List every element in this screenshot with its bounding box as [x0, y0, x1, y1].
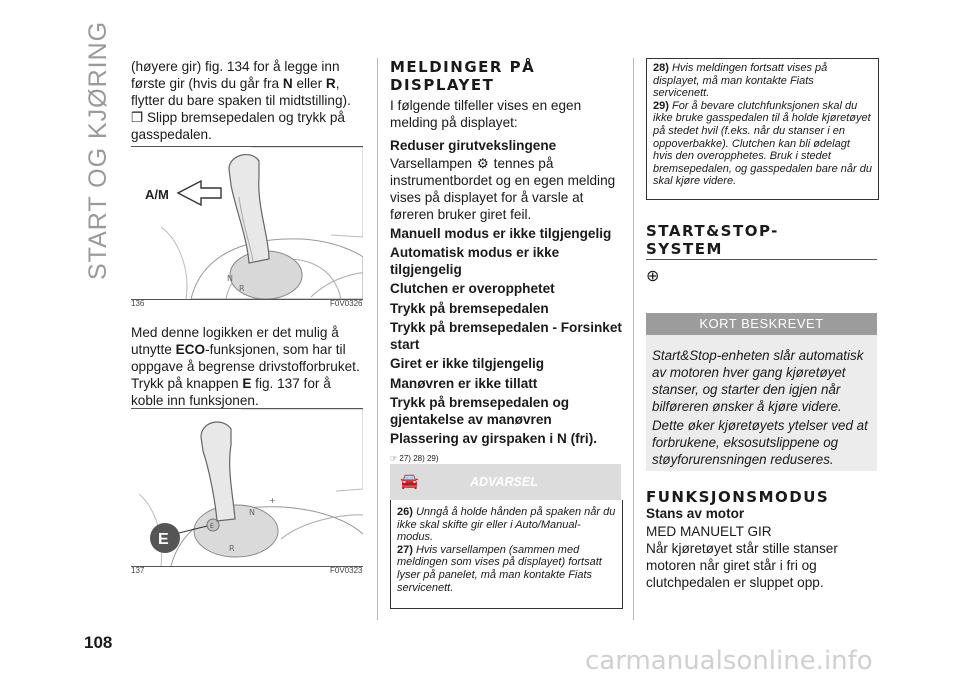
svg-text:R: R [229, 544, 235, 553]
start-stop-icon: ⊕ [646, 268, 660, 285]
checkbox-bullet-icon: ❒ [131, 110, 144, 125]
panel-header: KORT BESKREVET [646, 313, 877, 335]
paragraph: Start&Stop-enheten slår automatisk av motoren hver gang kjøretøyet stanser, og starter den igjen når bilføreren ønsker å kjøre videre. [652, 348, 864, 414]
message-item: Trykk på bremsepedalen - Forsinket start [390, 320, 622, 352]
warning-car-icon: 🚘 [400, 473, 419, 490]
gearbox-warning-icon: ⚙ [476, 155, 489, 171]
gear-lever-eco-illustration [131, 409, 363, 566]
section-heading: START&STOP-SYSTEM [646, 222, 779, 258]
summary-panel [646, 335, 877, 471]
subheading: Reduser girutvekslingene [390, 138, 557, 153]
message-list [390, 226, 622, 448]
figure-number: 137 [131, 566, 145, 575]
note: 29) For å bevare clutchfunksjonen skal du ikke bruke gasspedalen til å holde kjøretøyet på stedet hvil (f.eks. når du stanser i en oppoverbakke). Clutchen kan bli ødelagt hvis den overopphetes. Bruk i stedet bremsepedalen, og gasspedalen bare når du skal kjøre videre. [653, 99, 872, 188]
message-item: Trykk på bremsepedalen og gjentakelse av manøvren [390, 395, 570, 427]
section-heading: MELDINGER PÅ DISPLAYET [390, 58, 536, 94]
warning-notes [397, 506, 616, 594]
eco-button-label: E [158, 531, 169, 548]
column-1-top [131, 58, 363, 143]
summary-text [652, 347, 872, 468]
subheading-caps: MED MANUELT GIR [646, 523, 772, 539]
subheading: Stans av motor [646, 506, 745, 521]
paragraph: Med denne logikken er det mulig å utnytte ECO-funksjonen, som har til oppgave å begrense drivstofforbruket. Trykk på knappen E fig. 137 for å koble inn funksjonen. [131, 325, 360, 408]
svg-text:N: N [249, 508, 255, 517]
message-item: Manuell modus er ikke tilgjengelig [390, 225, 612, 241]
warning-header [390, 464, 621, 500]
paragraph: Varsellampen ⚙ tennes på instrumentbordet og en egen melding vises på displayet for å varsle at føreren bruker giret feil. [390, 155, 616, 222]
warning-title: ADVARSEL [470, 475, 538, 489]
reference-numbers: ☞ 27) 28) 29) [390, 453, 439, 463]
figure-136 [131, 146, 363, 300]
column-1-middle [131, 324, 363, 409]
column-2 [390, 58, 622, 467]
paragraph: I følgende tilfeller vises en egen melding på displayet: [390, 98, 582, 130]
svg-text:E: E [210, 523, 214, 530]
figure-137 [131, 408, 363, 567]
svg-text:R: R [239, 284, 245, 293]
heading-rule [646, 259, 877, 260]
message-item: Trykk på bremsepedalen [390, 300, 549, 316]
watermark: carmanualsonline.info [585, 646, 873, 676]
warning-box [390, 500, 623, 609]
gear-lever-am-illustration [131, 147, 363, 299]
paragraph: ❒ Slipp bremsepedalen og trykk på gasspedalen. [131, 110, 345, 142]
section-side-title: START OG KJØRING [84, 20, 112, 280]
column-divider [377, 58, 378, 620]
figure-code: F0V0323 [330, 566, 363, 575]
column-divider [633, 58, 634, 620]
section-heading: FUNKSJONSMODUS [646, 488, 830, 506]
message-item: Giret er ikke tilgjengelig [390, 356, 545, 371]
message-item: Automatisk modus er ikke tilgjengelig [390, 245, 560, 277]
figure-number: 136 [131, 299, 145, 308]
am-label: A/M [145, 187, 169, 202]
note: 26) Unngå å holde hånden på spaken når du ikke skal skifte gir eller i Auto/Manual-modus. [397, 506, 616, 544]
svg-text:+: + [269, 496, 276, 505]
note: 28) Hvis meldingen fortsatt vises på displayet, må man kontakte Fiats servicenett. [653, 62, 828, 100]
continued-notes [653, 62, 872, 188]
message-item: Plassering av girspaken i N (fri). [390, 431, 597, 446]
paragraph: (høyere gir) fig. 134 for å legge inn første gir (hvis du går fra N eller R, flytter du bare spaken til midtstilling). [131, 59, 351, 108]
message-item: Manøvren er ikke tillatt [390, 375, 538, 391]
note: 27) Hvis varsellampen (sammen med meldingen som vises på displayet) fortsatt lyser på panelet, må man kontakte Fiats servicenett. [397, 543, 602, 594]
figure-code: F0V0326 [330, 299, 363, 308]
svg-text:N: N [227, 274, 233, 283]
message-item: Clutchen er overopphetet [390, 281, 555, 296]
notes-box [646, 58, 879, 200]
warning-hand-icon: ☞ [390, 453, 398, 463]
column-3-bottom [646, 488, 877, 591]
paragraph: Dette øker kjøretøyets ytelser ved at forbrukene, eksosutslippene og støyforurensningen reduseres. [652, 418, 868, 467]
paragraph: Når kjøretøyet står stille stanser motoren når giret står i fri og clutchpedalen er sluppet opp. [646, 540, 838, 590]
page-number: 108 [84, 633, 113, 652]
